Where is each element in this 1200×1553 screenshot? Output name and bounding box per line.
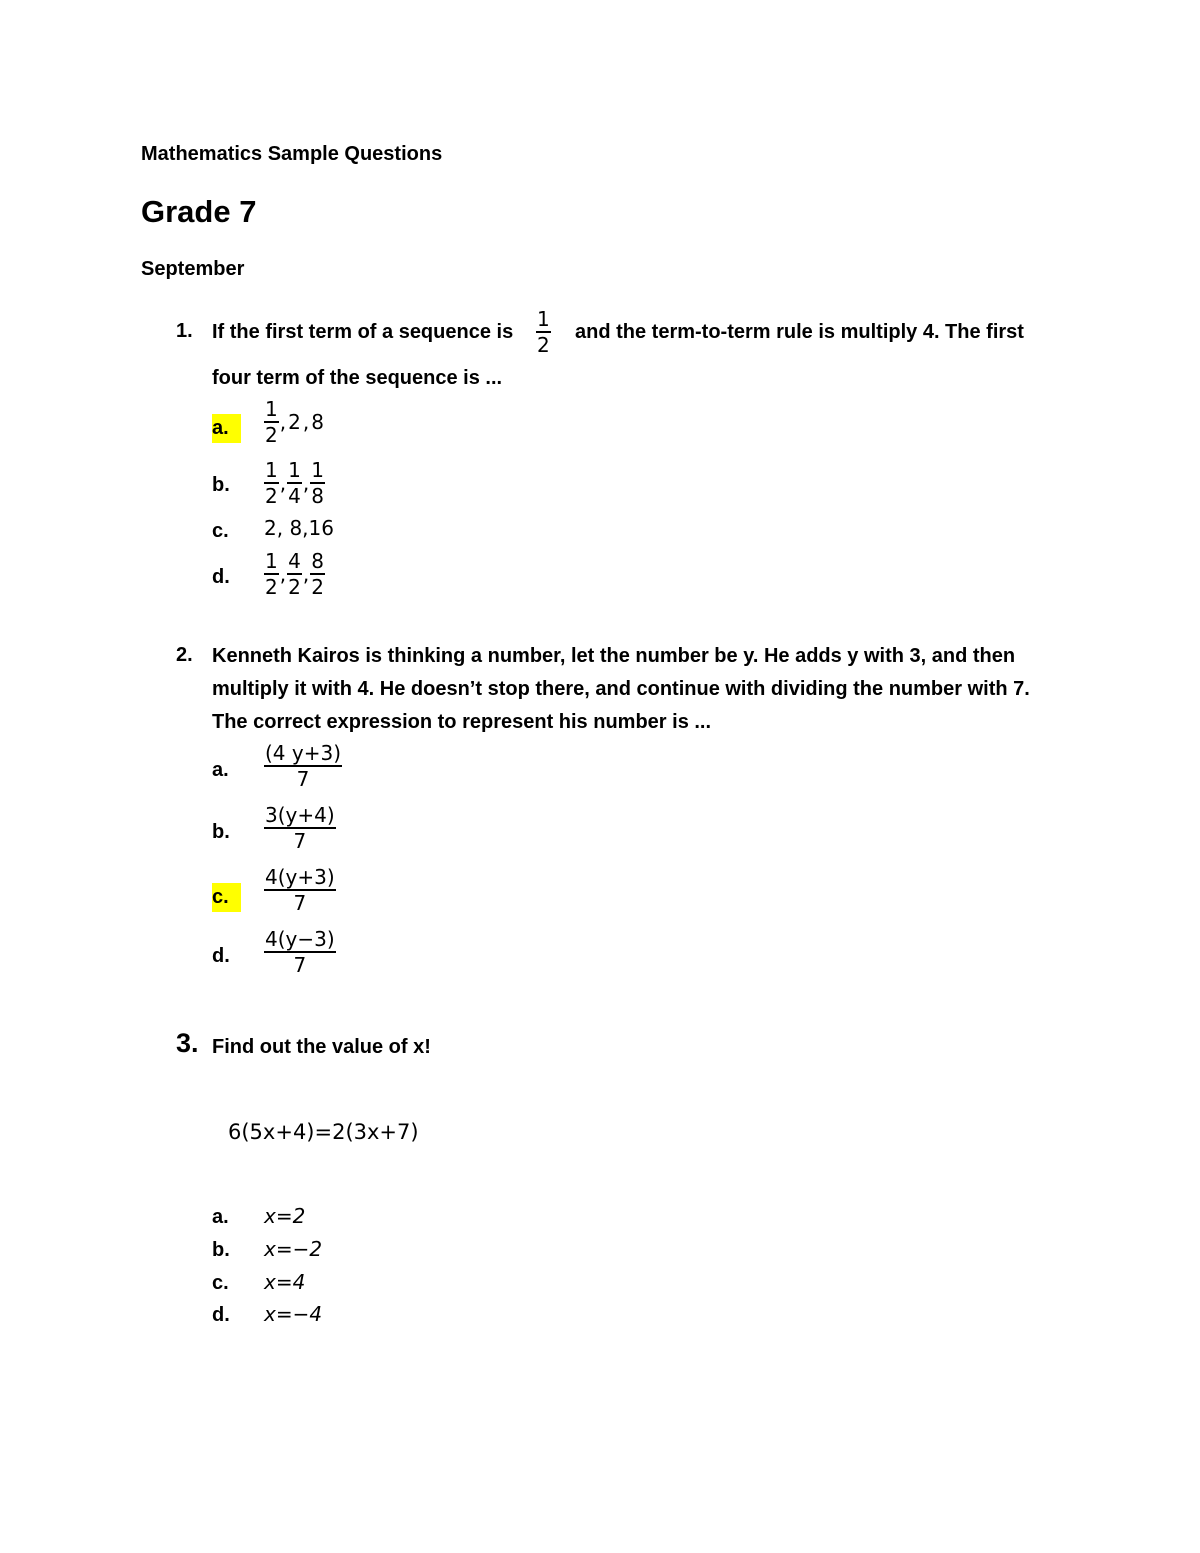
option-label: a.: [212, 414, 241, 443]
option-answer: x=−4: [264, 1302, 323, 1326]
fraction: [264, 927, 336, 977]
fraction-numerator: 1: [265, 397, 278, 421]
page-title: Grade 7: [141, 194, 257, 229]
question-3-number: 3.: [176, 1028, 199, 1058]
fraction-numerator: 1: [288, 458, 301, 482]
question-1-text-before: If the first term of a sequence is: [212, 321, 514, 343]
question-2-line-2: multiply it with 4. He doesn’t stop there, and continue with dividing the number with 7.: [212, 678, 1030, 700]
question-1-first-term: [536, 307, 551, 357]
option-label: c.: [212, 1272, 229, 1294]
question-2-number: 2.: [176, 644, 193, 666]
fraction: [264, 803, 336, 853]
fraction-denominator: 7: [264, 827, 336, 853]
question-3-equation: 6(5x+4)=2(3x+7): [228, 1120, 419, 1144]
fraction-denominator: 2: [265, 423, 278, 447]
option-answer: x=−2: [264, 1237, 323, 1261]
fraction-denominator: 7: [264, 951, 336, 977]
question-2-line-3: The correct expression to represent his number is ...: [212, 711, 712, 733]
fraction-denominator: 2: [265, 484, 278, 508]
fraction-numerator: 1: [265, 458, 278, 482]
option-label: a.: [212, 759, 229, 781]
question-3-text: Find out the value of x!: [212, 1036, 431, 1058]
fraction-denominator: 4: [288, 484, 301, 508]
fraction-denominator: 2: [288, 575, 301, 599]
fraction-denominator: 2: [265, 575, 278, 599]
fraction-numerator: 4: [288, 549, 301, 573]
math-token: ,: [302, 562, 310, 586]
question-1-number: 1.: [176, 320, 193, 342]
math-token: ,: [302, 410, 310, 434]
fraction-denominator: 7: [264, 889, 336, 915]
option-label: a.: [212, 1206, 229, 1228]
option-label: b.: [212, 821, 230, 843]
fraction: [264, 397, 279, 447]
fraction: [287, 549, 302, 599]
option-answer: x=4: [264, 1270, 306, 1294]
math-token: ,: [279, 410, 287, 434]
option-answer: [264, 865, 336, 915]
option-label: c.: [212, 883, 241, 912]
math-token: 2: [288, 410, 301, 434]
option-answer: x=2: [264, 1204, 306, 1228]
fraction-numerator: (4 y+3): [265, 741, 342, 765]
fraction: [264, 865, 336, 915]
option-label: c.: [212, 520, 229, 542]
question-1-text-line2: four term of the sequence is ...: [212, 367, 503, 389]
fraction-denominator: 8: [311, 484, 324, 508]
fraction: [264, 458, 279, 508]
fraction: [287, 458, 302, 508]
option-answer: [264, 741, 342, 791]
question-2-line-1: Kenneth Kairos is thinking a number, let the number be y. He adds y with 3, and then: [212, 645, 1016, 667]
option-label: d.: [212, 1304, 230, 1326]
option-label: b.: [212, 474, 230, 496]
fraction: [264, 741, 342, 791]
fraction-numerator: 4(y+3): [265, 865, 335, 889]
option-answer: 2, 8,16: [264, 516, 334, 540]
document-heading: Mathematics Sample Questions: [141, 143, 443, 165]
fraction: [310, 549, 325, 599]
month-heading: September: [141, 258, 245, 280]
fraction-denominator: 2: [537, 333, 550, 357]
option-answer: [264, 927, 336, 977]
option-label: b.: [212, 1239, 230, 1261]
option-answer: [264, 549, 325, 599]
math-token: ,: [302, 471, 310, 495]
fraction: [310, 458, 325, 508]
fraction-numerator: 4(y−3): [265, 927, 335, 951]
fraction-numerator: 1: [537, 307, 550, 331]
math-token: 8: [311, 410, 324, 434]
fraction-denominator: 2: [311, 575, 324, 599]
fraction-numerator: 1: [311, 458, 324, 482]
option-answer: [264, 458, 325, 508]
fraction: [264, 549, 279, 599]
fraction-denominator: 7: [264, 765, 342, 791]
question-1-text-after: and the term-to-term rule is multiply 4. The first: [575, 321, 1024, 343]
option-answer: [264, 803, 336, 853]
fraction-numerator: 3(y+4): [265, 803, 335, 827]
option-label: d.: [212, 945, 230, 967]
math-token: ,: [279, 471, 287, 495]
option-label: d.: [212, 566, 230, 588]
math-token: ,: [279, 562, 287, 586]
option-answer: [264, 397, 325, 447]
fraction-numerator: 1: [265, 549, 278, 573]
fraction-numerator: 8: [311, 549, 324, 573]
